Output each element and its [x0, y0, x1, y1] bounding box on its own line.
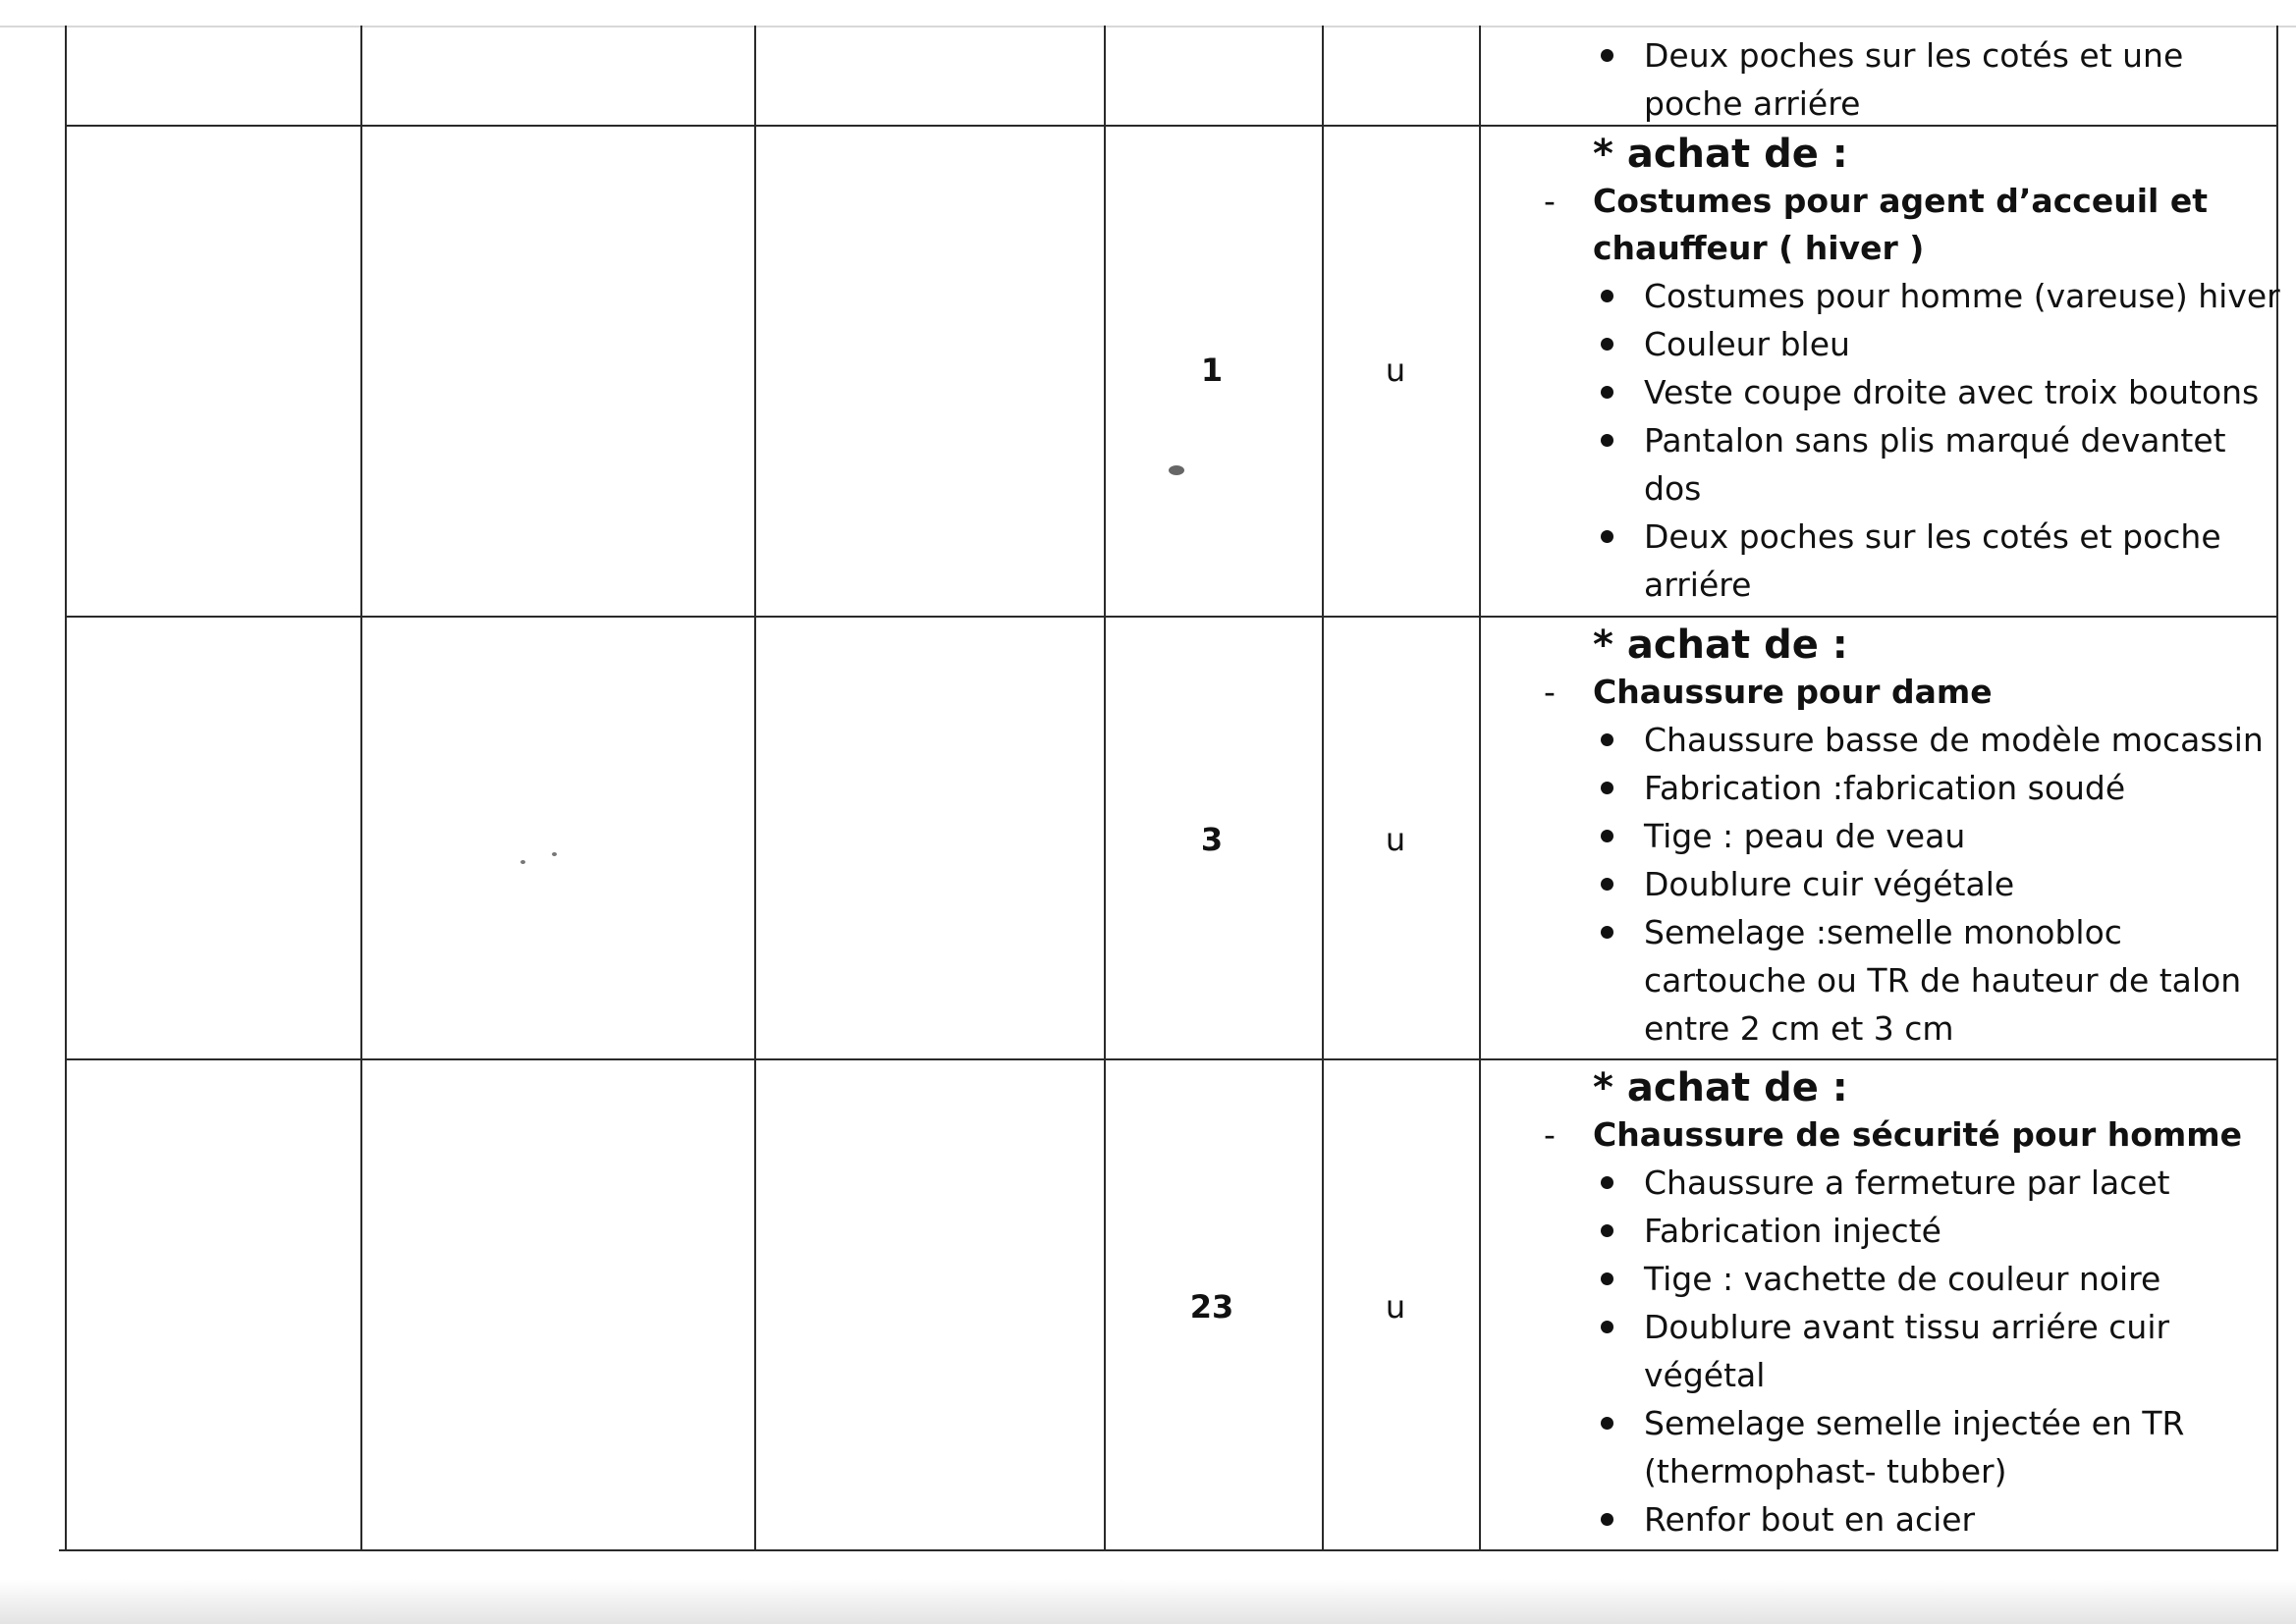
list-item: Tige : peau de veau	[1483, 812, 2288, 860]
quantity-cell: 1	[1200, 352, 1224, 389]
unit-cell: u	[1385, 821, 1406, 858]
col-line-3	[754, 26, 756, 1551]
description-cell-row-1	[1483, 131, 2288, 609]
bullet-icon	[1601, 926, 1613, 939]
list-item: Fabrication injecté	[1483, 1207, 2288, 1255]
bullet-icon	[1601, 733, 1613, 746]
list-item: Semelage semelle injectée en TR (thermophast- tubber)	[1483, 1399, 2288, 1495]
unit-cell: u	[1385, 352, 1406, 389]
bullet-icon	[1601, 782, 1613, 794]
list-item: Renfor bout en acier	[1483, 1495, 2288, 1543]
page-top-edge	[0, 26, 2296, 27]
bullet-icon	[1601, 1321, 1613, 1333]
bullet-icon	[1601, 530, 1613, 543]
item-list	[1483, 31, 2288, 128]
quantity-cell: 3	[1200, 821, 1224, 858]
list-item: Chaussure a fermeture par lacet	[1483, 1159, 2288, 1207]
list-item: Doublure avant tissu arriére cuir végétal	[1483, 1303, 2288, 1399]
list-item: Couleur bleu	[1483, 320, 2288, 368]
bullet-icon	[1601, 1272, 1613, 1285]
item-title: - Chaussure de sécurité pour homme	[1483, 1111, 2288, 1159]
quantity-cell: 23	[1189, 1288, 1234, 1326]
bullet-icon	[1601, 1417, 1613, 1430]
row-line-3	[65, 1058, 2278, 1060]
item-title: - Chaussure pour dame	[1483, 669, 2288, 716]
bullet-icon	[1601, 49, 1613, 62]
bullet-icon	[1601, 1513, 1613, 1526]
scan-speck	[552, 852, 557, 856]
list-item: Fabrication :fabrication soudé	[1483, 764, 2288, 812]
bullet-icon	[1601, 290, 1613, 302]
item-list	[1483, 716, 2288, 1053]
row-line-2	[65, 616, 2278, 618]
scan-speck	[1169, 465, 1184, 475]
item-list	[1483, 272, 2288, 609]
description-cell-row-0	[1483, 31, 2288, 128]
list-item: Veste coupe droite avec troix boutons	[1483, 368, 2288, 416]
description-cell-row-2	[1483, 622, 2288, 1053]
bullet-icon	[1601, 338, 1613, 351]
section-heading: * achat de :	[1593, 132, 1848, 177]
col-line-2	[360, 26, 362, 1551]
section-heading: * achat de :	[1593, 1065, 1848, 1110]
dash-marker: -	[1544, 1115, 1556, 1154]
bullet-icon	[1601, 1224, 1613, 1237]
list-item: Deux poches sur les cotés et une poche arriére	[1483, 31, 2288, 128]
bullet-icon	[1601, 434, 1613, 447]
list-item: Costumes pour homme (vareuse) hiver	[1483, 272, 2288, 320]
section-heading: * achat de :	[1593, 623, 1848, 668]
bullet-icon	[1601, 878, 1613, 891]
list-item: Chaussure basse de modèle mocassin	[1483, 716, 2288, 764]
list-item: Tige : vachette de couleur noire	[1483, 1255, 2288, 1303]
list-item: Pantalon sans plis marqué devantet dos	[1483, 416, 2288, 513]
col-line-1	[65, 26, 67, 1551]
bullet-icon	[1601, 386, 1613, 399]
item-list	[1483, 1159, 2288, 1543]
bullet-icon	[1601, 830, 1613, 842]
dash-marker: -	[1544, 182, 1556, 220]
unit-cell: u	[1385, 1288, 1406, 1326]
dash-marker: -	[1544, 673, 1556, 711]
list-item: Deux poches sur les cotés et poche arriére	[1483, 513, 2288, 609]
bullet-icon	[1601, 1176, 1613, 1189]
row-line-4	[59, 1549, 2278, 1551]
item-title: - Costumes pour agent d’acceuil et chauffeur ( hiver )	[1483, 178, 2288, 272]
scan-shadow	[0, 1579, 2296, 1624]
scan-speck	[520, 860, 525, 864]
list-item: Doublure cuir végétale	[1483, 860, 2288, 908]
description-cell-row-3	[1483, 1064, 2288, 1543]
col-line-6	[1479, 26, 1481, 1551]
list-item: Semelage :semelle monobloc cartouche ou TR de hauteur de talon entre 2 cm et 3 cm	[1483, 908, 2288, 1053]
